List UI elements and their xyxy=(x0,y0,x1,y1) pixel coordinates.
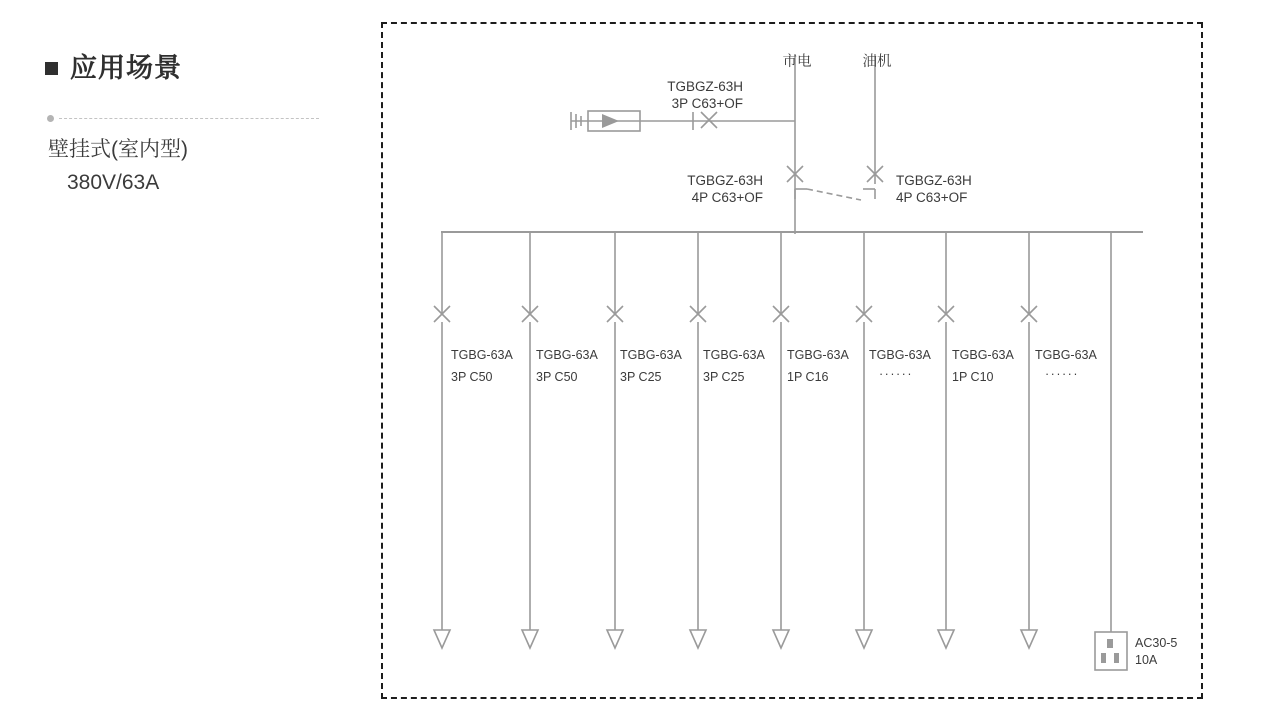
branch-8-model: TGBG-63A xyxy=(1035,348,1097,362)
dashed-divider xyxy=(47,113,319,123)
branch-6-model: TGBG-63A xyxy=(869,348,931,362)
branch-2-model: TGBG-63A xyxy=(536,348,598,362)
socket-pin-top xyxy=(1107,639,1113,648)
rating-label: 380V/63A xyxy=(67,171,160,194)
branch-4-spec: 3P C25 xyxy=(703,370,745,384)
transfer-right-spec: 4P C63+OF xyxy=(896,190,968,205)
branch-5-spec: 1P C16 xyxy=(787,370,829,384)
branch-2-spec: 3P C50 xyxy=(536,370,578,384)
incoming-breaker-spec: 3P C63+OF xyxy=(671,96,743,111)
branch-7-model: TGBG-63A xyxy=(952,348,1014,362)
branch-1-model: TGBG-63A xyxy=(451,348,513,362)
socket-rating: 10A xyxy=(1135,653,1158,667)
transfer-left-model: TGBGZ-63H xyxy=(687,173,763,188)
branch-5-load-arrow xyxy=(773,630,789,648)
source-label-generator: 油机 xyxy=(862,54,892,70)
transfer-right-model: TGBGZ-63H xyxy=(896,173,972,188)
section-heading xyxy=(45,55,345,82)
socket-model: AC30-5 xyxy=(1135,636,1178,650)
incoming-breaker-model: TGBGZ-63H xyxy=(667,79,743,94)
branch-6-spec: ······ xyxy=(879,367,913,381)
socket-pin-right xyxy=(1114,653,1119,663)
meter-arrow-icon xyxy=(602,114,619,128)
mounting-type-label: 壁挂式(室内型) xyxy=(48,138,188,161)
branch-8-load-arrow xyxy=(1021,630,1037,648)
branch-1-spec: 3P C50 xyxy=(451,370,493,384)
branch-3-model: TGBG-63A xyxy=(620,348,682,362)
interlock-dashed-link xyxy=(807,189,861,200)
divider-line xyxy=(59,118,319,119)
socket-pin-left xyxy=(1101,653,1106,663)
branch-6-load-arrow xyxy=(856,630,872,648)
branch-4-model: TGBG-63A xyxy=(703,348,765,362)
square-bullet-icon xyxy=(45,62,58,75)
branch-5-model: TGBG-63A xyxy=(787,348,849,362)
branch-4-load-arrow xyxy=(690,630,706,648)
divider-dot-icon xyxy=(47,115,54,122)
branch-8-spec: ······ xyxy=(1045,367,1079,381)
section-heading-text: 应用场景 xyxy=(70,53,182,83)
branch-3-spec: 3P C25 xyxy=(620,370,662,384)
left-panel xyxy=(45,53,345,194)
branch-3-load-arrow xyxy=(607,630,623,648)
branch-1-load-arrow xyxy=(434,630,450,648)
branch-7-spec: 1P C10 xyxy=(952,370,994,384)
transfer-left-spec: 4P C63+OF xyxy=(691,190,763,205)
source-label-mains: 市电 xyxy=(782,54,812,70)
branch-7-load-arrow xyxy=(938,630,954,648)
wiring-diagram-frame xyxy=(381,22,1203,699)
branch-2-load-arrow xyxy=(522,630,538,648)
power-socket-icon xyxy=(1095,632,1127,670)
